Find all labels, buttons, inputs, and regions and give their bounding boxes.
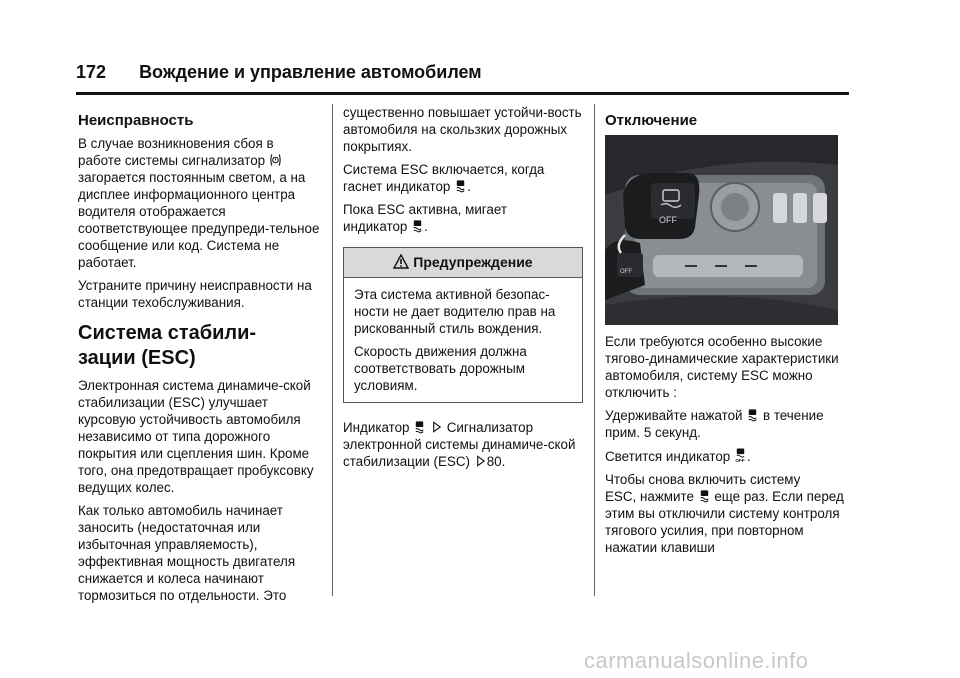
column-2	[343, 104, 583, 476]
paragraph: существенно повышает устойчи-вость автомобиля на скользких дорожных покрытиях.	[343, 105, 582, 154]
heading-malfunction: Неисправность	[78, 112, 194, 129]
page-header	[76, 62, 482, 83]
page-reference[interactable]: 80	[486, 454, 502, 469]
page-reference-icon	[474, 454, 487, 468]
paragraph: Система ESC включается, когда гаснет индикатор .	[343, 162, 545, 194]
traction-warning-icon	[269, 153, 282, 167]
heading-esc: Система стабили- зации (ESC)	[78, 322, 257, 369]
paragraph: Электронная система динамиче-ской стабилизации (ESC) улучшает курсовую устойчивость автомобиля независимо от типа дорожного покрытия или сцепления шин. Кроме того, она предотвращает пробуксовку ведущих колес.	[78, 378, 314, 495]
column-3	[605, 104, 850, 562]
button-off-label-bottom: OFF	[620, 269, 632, 275]
esc-off-indicator-icon	[734, 447, 747, 463]
paragraph: Эта система активной безопас-ности не дает водителю прав на рискованный стиль вождения.	[354, 287, 556, 336]
page-title: Вождение и управление автомобилем	[139, 62, 482, 82]
column-divider	[594, 104, 595, 596]
warning-title: Предупреждение	[413, 254, 533, 270]
button-off-label-top: OFF	[659, 215, 677, 225]
column-1	[78, 104, 323, 610]
esc-off-button-icon	[698, 489, 711, 503]
page-number: 172	[76, 62, 107, 82]
esc-indicator-icon	[413, 420, 426, 434]
warning-header	[344, 248, 582, 278]
svg-text:OFF: OFF	[735, 457, 745, 463]
warning-box	[343, 247, 583, 403]
paragraph: Чтобы снова включить систему ESC, нажмите еще раз. Если перед этим вы отключили систему контроля тягового усилия, при повторном нажатии клавиши	[605, 472, 844, 555]
paragraph: Удерживайте нажатой в течение прим. 5 секунд.	[605, 408, 824, 440]
esc-button-photo	[605, 135, 838, 325]
paragraph: Скорость движения должна соответствовать дорожным условиям.	[354, 344, 527, 393]
paragraph: Индикатор Сигнализатор электронной системы динамиче-ской стабилизации (ESC) 80.	[343, 420, 576, 469]
paragraph: Пока ESC активна, мигает индикатор .	[343, 202, 507, 234]
paragraph: Устраните причину неисправности на станции техобслуживания.	[78, 278, 312, 310]
paragraph: В случае возникновения сбоя в работе системы сигнализатор загорается постоянным светом, а на дисплее информационного центра водителя отображается соответствующее предупреди-тельное сообщение или код. Система не работает.	[78, 136, 320, 270]
header-rule	[76, 92, 849, 95]
page-reference-icon	[430, 420, 443, 434]
esc-indicator-icon	[411, 219, 424, 233]
paragraph: Как только автомобиль начинает заносить (недостаточная или избыточная управляемость), эффективная мощность двигателя снижается и колеса начинают тормозиться по отдельности. Это	[78, 503, 296, 603]
paragraph: Если требуются особенно высокие тягово-динамические характеристики автомобиля, систему ESC можно отключить :	[605, 334, 839, 400]
paragraph: Светится индикатор OFF .	[605, 449, 751, 464]
warning-triangle-icon	[393, 254, 409, 269]
heading-disable: Отключение	[605, 112, 698, 129]
esc-off-button-icon	[746, 408, 759, 422]
column-divider	[332, 104, 333, 596]
esc-indicator-icon	[454, 179, 467, 193]
warning-body	[344, 278, 582, 402]
watermark: carmanualsonline.info	[584, 648, 809, 673]
